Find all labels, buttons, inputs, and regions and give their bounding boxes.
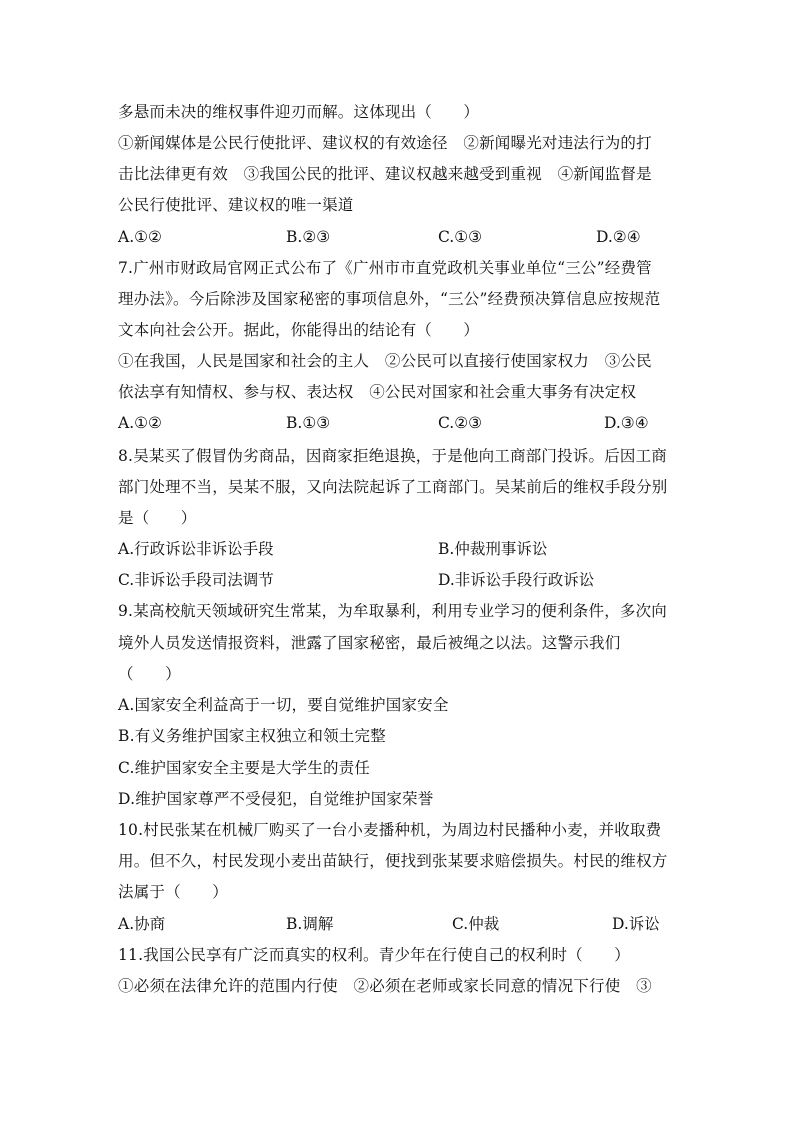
q10-stem-line: 用。但不久，村民发现小麦出苗缺行，便找到张某要求赔偿损失。村民的维权方 — [118, 852, 668, 870]
q8-option-d: D.非诉讼手段行政诉讼 — [438, 571, 595, 589]
q9-option-b: B.有义务维护国家主权独立和领土完整 — [118, 727, 386, 745]
q7-statement-line: ①在我国，人民是国家和社会的主人 ②公民可以直接行使国家权力 ③公民 — [118, 352, 652, 370]
q8-stem-line: 是（ ） — [118, 509, 197, 527]
q6-option-c: C.①③ — [438, 228, 483, 246]
q9-option-a: A.国家安全利益高于一切，要自觉维护国家安全 — [118, 696, 449, 714]
q6-option-b: B.②③ — [286, 228, 331, 246]
q6-statement-line: 公民行使批评、建议权的唯一渠道 — [118, 196, 354, 214]
q7-option-a: A.①② — [118, 414, 162, 432]
q6-statement-line: 击比法律更有效 ③我国公民的批评、建议权越来越受到重视 ④新闻监督是 — [118, 165, 652, 183]
q8-stem-line: 部门处理不当，吴某不服，又向法院起诉了工商部门。吴某前后的维权手段分别 — [118, 478, 668, 496]
q6-stem-end: 多悬而未决的维权事件迎刃而解。这体现出（ ） — [118, 103, 480, 121]
q10-option-a: A.协商 — [118, 915, 166, 933]
q10-option-d: D.诉讼 — [612, 915, 660, 933]
q8-option-b: B.仲裁刑事诉讼 — [438, 540, 548, 558]
q11-statement-line: ①必须在法律允许的范围内行使 ②必须在老师或家长同意的情况下行使 ③ — [118, 977, 652, 995]
q7-option-d: D.③④ — [604, 414, 649, 432]
q8-stem-line: 8.吴某买了假冒伪劣商品，因商家拒绝退换，于是他向工商部门投诉。后因工商 — [118, 447, 667, 465]
q9-stem-line: 9.某高校航天领域研究生常某，为牟取暴利，利用专业学习的便利条件，多次向 — [118, 602, 667, 620]
q8-option-a: A.行政诉讼非诉讼手段 — [118, 540, 274, 558]
q7-option-c: C.②③ — [438, 414, 483, 432]
q7-stem-line: 7.广州市财政局官网正式公布了《广州市市直党政机关事业单位“三公”经费管 — [118, 259, 652, 277]
q7-stem-line: 文本向社会公开。据此，你能得出的结论有（ ） — [118, 321, 480, 339]
q9-option-c: C.维护国家安全主要是大学生的责任 — [118, 759, 371, 777]
q7-statement-line: 依法享有知情权、参与权、表达权 ④公民对国家和社会重大事务有决定权 — [118, 383, 637, 401]
q6-statement-line: ①新闻媒体是公民行使批评、建议权的有效途径 ②新闻曝光对违法行为的打 — [118, 134, 652, 152]
q7-stem-line: 理办法》。今后除涉及国家秘密的事项信息外，“三公”经费预决算信息应按规范 — [118, 290, 661, 308]
q8-option-c: C.非诉讼手段司法调节 — [118, 571, 274, 589]
q10-stem-line: 法属于（ ） — [118, 883, 228, 901]
q9-option-d: D.维护国家尊严不受侵犯，自觉维护国家荣誉 — [118, 790, 434, 808]
q9-stem-line: 境外人员发送情报资料，泄露了国家秘密，最后被绳之以法。这警示我们 — [118, 634, 621, 652]
q9-stem-line: （ ） — [118, 665, 181, 683]
q10-option-b: B.调解 — [286, 915, 334, 933]
q11-stem-line: 11.我国公民享有广泛而真实的权利。青少年在行使自己的权利时（ ） — [118, 946, 630, 964]
q6-option-d: D.②④ — [596, 228, 641, 246]
q6-option-a: A.①② — [118, 228, 162, 246]
q10-option-c: C.仲裁 — [452, 915, 500, 933]
q7-option-b: B.①③ — [286, 414, 331, 432]
q10-stem-line: 10.村民张某在机械厂购买了一台小麦播种机，为周边村民播种小麦，并收取费 — [118, 821, 662, 839]
